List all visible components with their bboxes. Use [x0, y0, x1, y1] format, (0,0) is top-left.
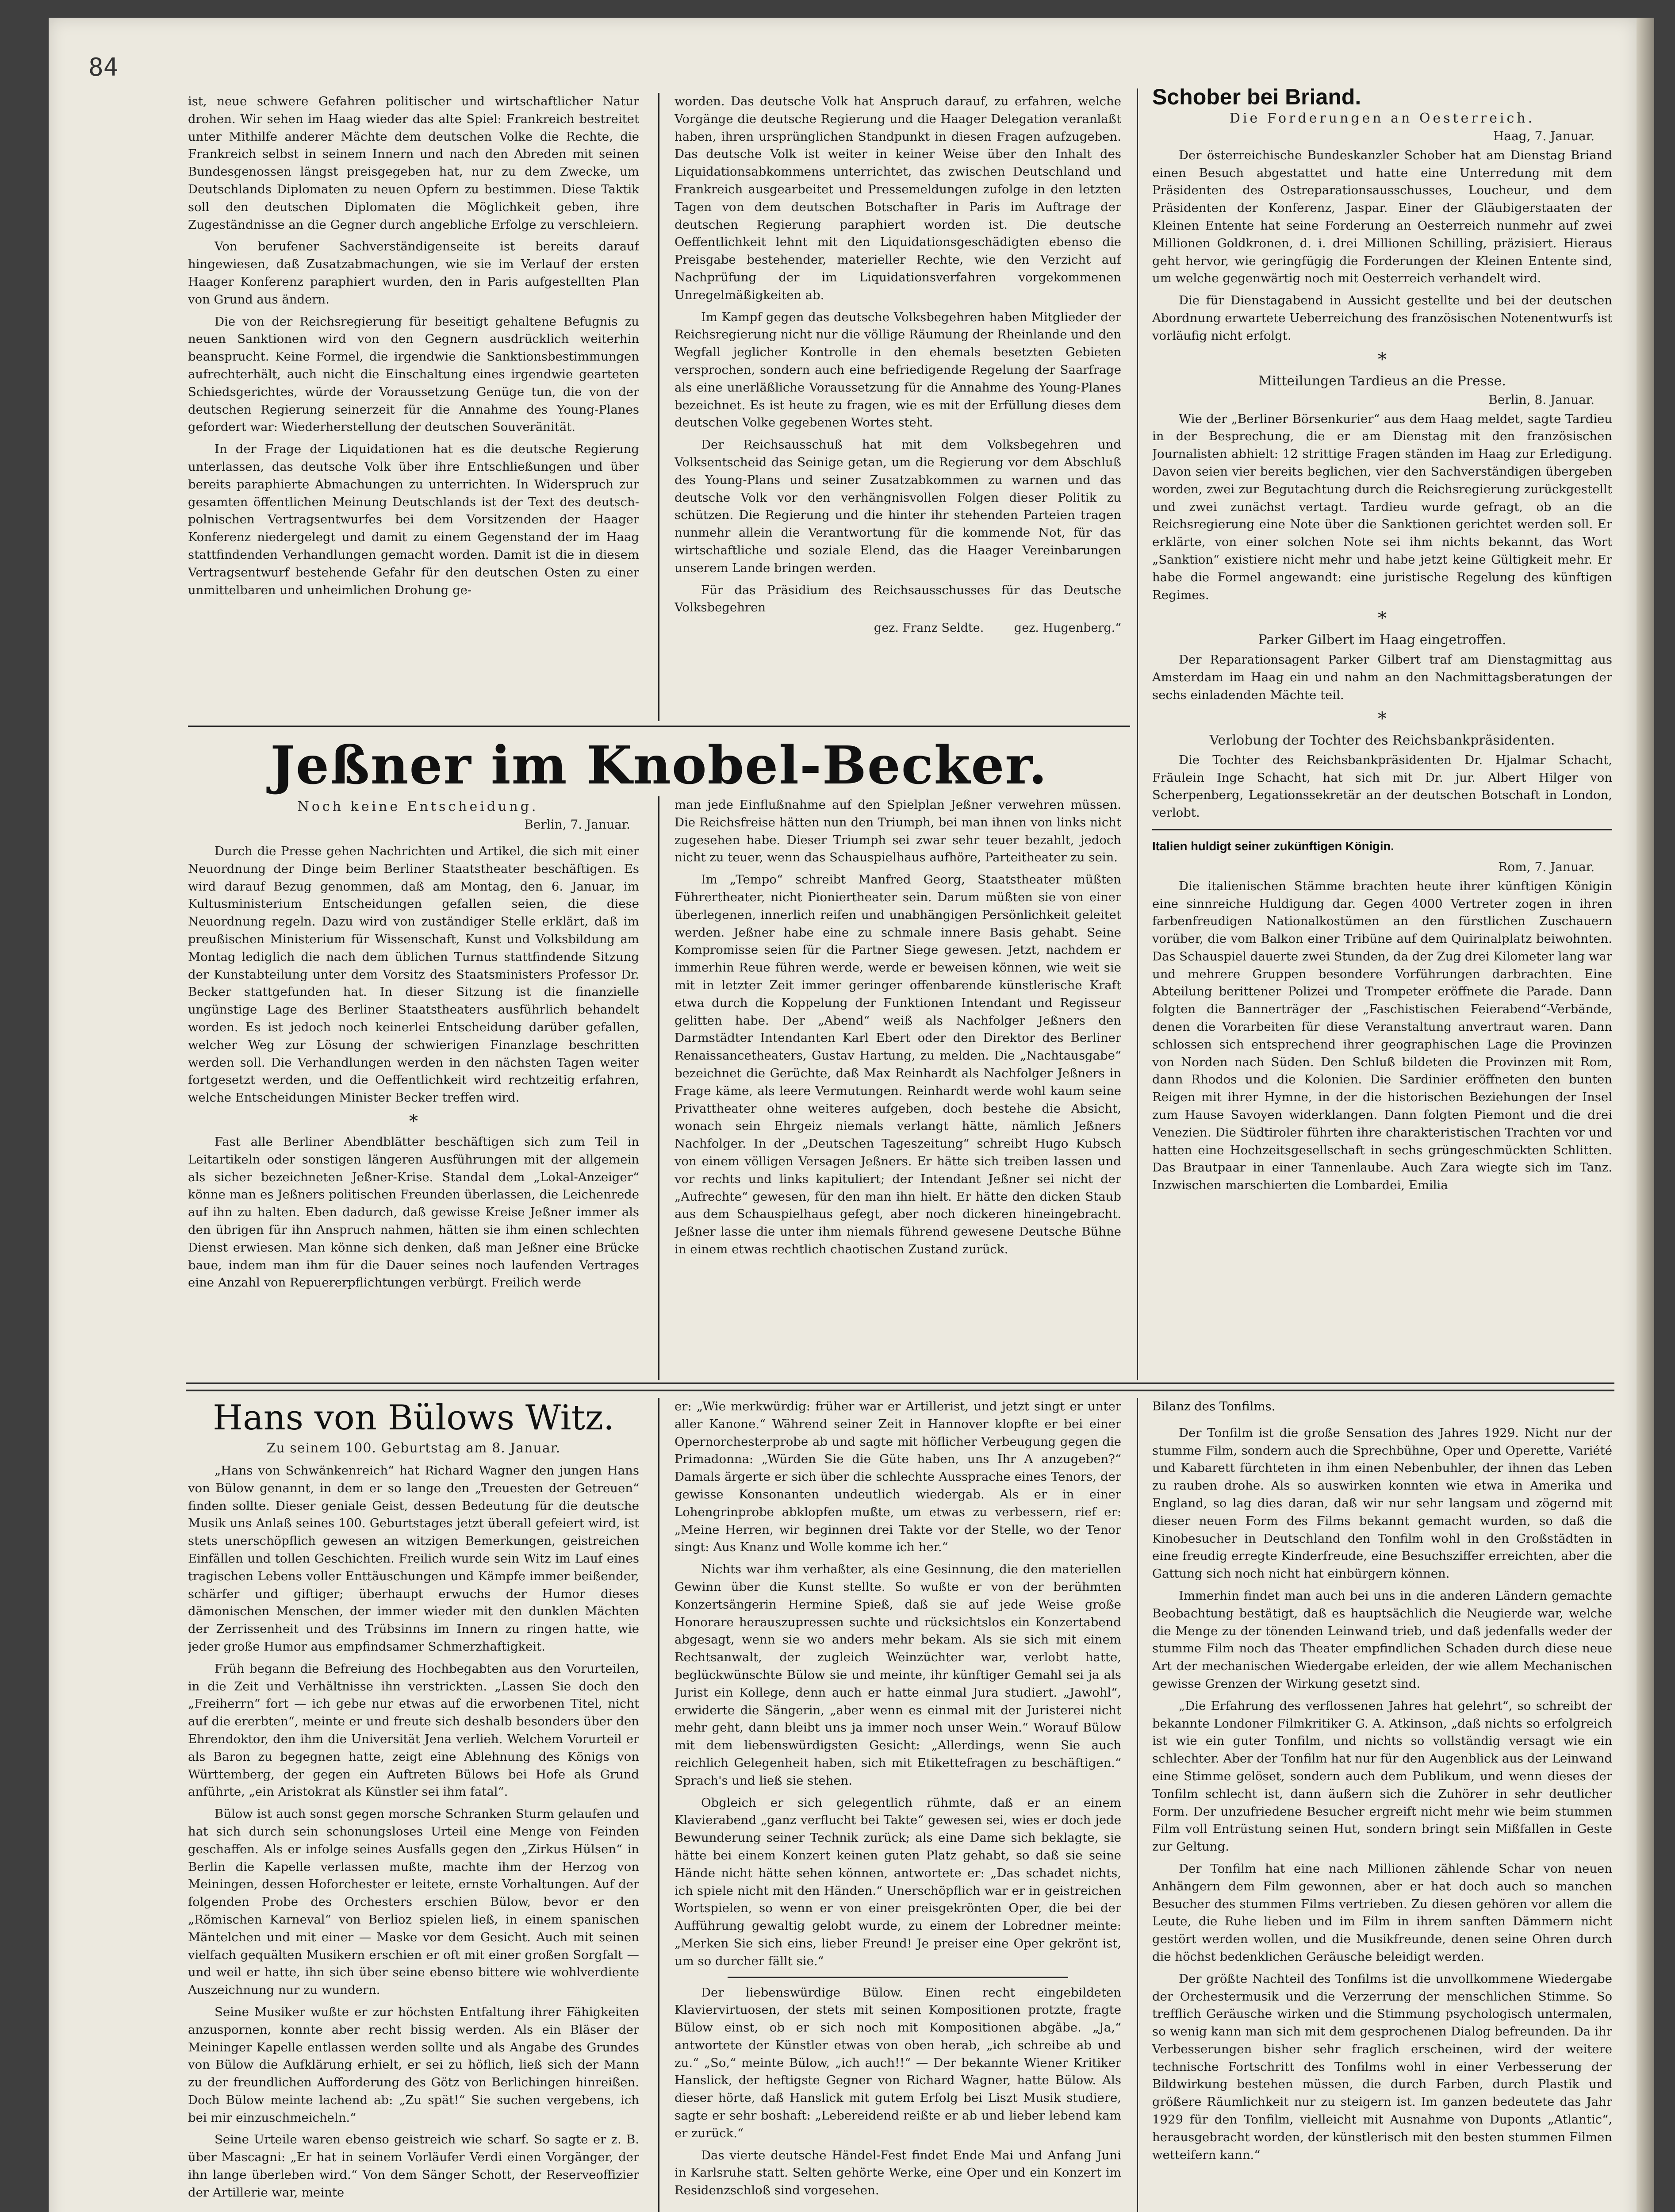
- jessner-headline: Jeßner im Knobel-Becker.: [270, 734, 1048, 796]
- verlobung-headline: Verlobung der Tochter des Reichsbankpräsidenten.: [1209, 732, 1555, 748]
- signature-seldte: gez. Franz Seldte.: [874, 621, 984, 635]
- paragraph: „Die Erfahrung des verflossenen Jahres hat gelehrt“, so schreibt der bekannte Londoner Filmkritiker G. A. Atkinson, „daß nichts so erfolgreich ist wie ein guter Tonfilm, und nichts so vollständig versagt wie ein schlechter. Aber der Tonfilm hat nur für den Augenblick aus der Leinwand eine Stimme gelöset, sondern auch dem Publikum, und wenn dieses der Tonfilm schlecht ist, dann äußern sich die Zuhörer in sehr deutlicher Form. Der unzufriedene Besucher ergreift nicht mehr wie beim stummen Film voll Entrüstung seinen Hut, sondern bringt sein Mißfallen in Geste zur Geltung.: [1152, 1698, 1612, 1854]
- paragraph: er: „Wie merkwürdig: früher war er Artillerist, und jetzt singt er unter aller Kanone.“ Während seiner Zeit in Hannover klopfte er bei einer Opernorchesterprobe ab und sagte mit höflicher Verbeugung gegen die Primadonna: „Würden Sie die Güte haben, uns Ihr A anzugeben?“ Damals ärgerte er sich über die schlechte Aussprache eines Tenors, der gewisse Konsonanten undeutlich wiedergab. Als er in einer Lohengrinprobe abklopfen mußte, um etwas zu verbessern, rief er: „Meine Herren, wir beginnen drei Takte vor der Stelle, wo der Tenor singt: Aus Knanz und Wolle komme ich her.“: [675, 1399, 1121, 1555]
- paragraph: Durch die Presse gehen Nachrichten und Artikel, die sich mit einer Neuordnung der Dinge beim Berliner Staatstheater beschäftigen. Es wird darauf Bezug genommen, daß am Montag, den 6. Januar, im Kultusministerium Entscheidungen gefallen seien, die diese Neuordnung regeln. Dazu wird von zuständiger Stelle erklärt, daß im preußischen Ministerium für Wissenschaft, Kunst und Volksbildung am Montag lediglich die nach dem üblichen Turnus stattfindende Sitzung der Kunstabteilung unter dem Vorsitz des Staatsministers Professor Dr. Becker stattgefunden hat. In dieser Sitzung ist die finanzielle ungünstige Lage des Berliner Staatstheaters ausführlich behandelt worden. Es ist jedoch noch keinerlei Entscheidung darüber gefallen, welcher Weg zur Lösung der schwierigen Finanzlage beschritten werden soll. Die Verhandlungen werden in den nächsten Tagen weiter fortgesetzt werden, und die Oeffentlichkeit wird rechtzeitig erfahren, welche Entscheidungen Minister Becker treffen wird.: [188, 844, 639, 1105]
- separator-asterisk: *: [1378, 708, 1387, 729]
- paragraph: Nichts war ihm verhaßter, als eine Gesinnung, die den materiellen Gewinn über die Kunst stellte. So wußte er von der berühmten Konzertsängerin Hermine Spieß, daß sie auf jede Weise große Honorare herauszupressen suchte und rücksichtslos ein Konzertabend abgesagt, wenn sie wo anders mehr bekam. Als sie sich mit einem Rechtsanwalt, der zugleich Weinzüchter war, verlobt hatte, beglückwünschte Bülow sie und meinte, ihr künftiger Gemahl sei ja als Jurist ein Kollege, denn auch er hatte einmal Jura studiert. „Jawohl“, erwiderte die Sängerin, „aber wenn es einmal mit der Juristerei nicht mehr geht, dann bleibt uns ja immer noch unser Wein.“ Worauf Bülow mit dem liebenswürdigsten Gesicht: „Allerdings, wenn Sie auch reichlich Gelegenheit haben, sich mit Etikettefragen zu beschäftigen.“ Sprach's und ließ sie stehen.: [675, 1562, 1121, 1788]
- buelow-headline: Hans von Bülows Witz.: [213, 1398, 614, 1438]
- italien-headline: Italien huldigt seiner zukünftigen Königin.: [1152, 839, 1394, 853]
- paragraph: Bülow ist auch sonst gegen morsche Schranken Sturm gelaufen und hat sich durch sein schonungsloses Urteil eine Menge von Feinden geschaffen. Als er infolge seines Ausfalls gegen den „Zirkus Hülsen“ in Berlin die Kapelle verlassen mußte, machte ihm der Herzog von Meiningen, dessen Hoforchester er leitete, ernste Vorhaltungen. Auf der folgenden Probe des Orchesters erschien Bülow, bevor er den „Römischen Karneval“ von Berlioz spielen ließ, in einem spanischen Mäntelchen und mit einer — Maske vor dem Gesicht. Auch mit seinen vielfach gequälten Musikern erschien er oft mit einer großen Sorgfalt — und weil er hatte, ihn sich über seine ebenso bittere wie wohlverdiente Auszeichnung nur zu wundern.: [188, 1807, 639, 1997]
- column-rule: [658, 1398, 659, 2212]
- paragraph: Der Reparationsagent Parker Gilbert traf am Dienstagmittag aus Amsterdam im Haag ein und nahm an den Nachmittagsberatungen der sechs einladenden Mächte teil.: [1152, 653, 1612, 702]
- paragraph: Wie der „Berliner Börsenkurier“ aus dem Haag meldet, sagte Tardieu in der Besprechung, die er am Dienstag mit den französischen Journalisten abhielt: 12 strittige Fragen ständen im Haag zur Erledigung. Davon seien vier bereits beglichen, vier den Sachverständigen übergeben worden, zwei zur Begutachtung durch die Reichsregierung zurückgestellt und zwei zunächst vertagt. Tardieu wurde gefragt, ob an die Reichsregierung eine Note über die Sanktionen gerichtet werden soll. Er erklärte, von einer solchen Note sei ihm nichts bekannt, das Wort „Sanktion“ existiere nicht mehr und habe jetzt keine Gültigkeit mehr. Er habe die Formel angewandt: eine juristische Regelung des künftigen Regimes.: [1152, 411, 1612, 602]
- paragraph: Der österreichische Bundeskanzler Schober hat am Dienstag Briand einen Besuch abgestattet und hatte eine Unterredung mit dem Präsidenten des Ostreparationsausschusses, Loucheur, und dem Präsidenten der Konferenz, Jaspar. Einer der Gläubigerstaaten der Kleinen Entente hat seine Forderung an Oesterreich nunmehr auf zwei Millionen Goldkronen, d. i. drei Millionen Schilling, präzisiert. Hieraus geht hervor, wie geringfügig die Forderungen der Kleinen Entente sind, um welche gegenwärtig noch mit Oesterreich verhandelt wird.: [1152, 148, 1612, 286]
- section-double-rule: [186, 1382, 1614, 1391]
- paragraph: Seine Urteile waren ebenso geistreich wie scharf. So sagte er z. B. über Mascagni: „Er hat in seinem Vorläufer Verdi einen Vorgänger, der ihn lange überleben wird.“ Von dem Sänger Schott, der Reserveoffizier der Artillerie war, meinte: [188, 2132, 639, 2200]
- separator-asterisk: *: [409, 1111, 418, 1132]
- jessner-subheadline: Noch keine Entscheidung.: [297, 799, 539, 814]
- tonfilm-column: [1152, 1398, 1612, 2212]
- paragraph: Der Tonfilm hat eine nach Millionen zählende Schar von neuen Anhängern dem Film gewonnen, aber er hat doch auch so manchen Besucher des stummen Films vertrieben. Zu diesen gehören vor allem die Leute, die Ruhe lieben und im Film in ihrem sanften Dämmern nicht gestört werden wollen, und die Musikfreunde, denen seine Ohren durch die höchst bedenklichen Geräusche beleidigt werden.: [1152, 1861, 1612, 1964]
- page-edge: [1637, 18, 1654, 2212]
- jessner-right-column: [675, 796, 1121, 1380]
- paragraph: Früh begann die Befreiung des Hochbegabten aus den Vorurteilen, in die Zeit und Verhältnisse ihn verstrickten. „Lassen Sie doch den „Freiherrn“ fort — ich gebe nur etwas auf die erworbenen Titel, nicht auf die ererbten“, meinte er und freute sich deshalb besonders über den Ehrendoktor, den ihm die Universität Jena verlieh. Welchem Vorurteil er als Baron zu begegnen hatte, zeigt eine Ablehnung des Königs von Württemberg, der gegen ein Auftreten Bülows bei Hofe als Grund anführte, „ein Aristokrat als Künstler sei ihm fatal“.: [188, 1661, 639, 1799]
- paragraph: Die für Dienstagabend in Aussicht gestellte und bei der deutschen Abordnung erwartete Ueberreichung des französischen Notenentwurfs ist vorläufig nicht erfolgt.: [1152, 293, 1612, 343]
- jessner-left-column: [188, 843, 639, 1378]
- column-rule: [1137, 88, 1138, 1380]
- page-number: 84: [88, 53, 119, 82]
- signature-hugenberg: gez. Hugenberg.“: [1014, 621, 1121, 635]
- tonfilm-headline: Bilanz des Tonfilms.: [1152, 1399, 1276, 1413]
- column-rule: [658, 93, 659, 721]
- paragraph: Immerhin findet man auch bei uns in die anderen Ländern gemachte Beobachtung bestätigt, daß es hauptsächlich die Neugierde war, welche die Menge zu der tönenden Leinwand trieb, und daß jedenfalls weder der stumme Film noch das Theater empfindlichen Schaden durch diese neue Art der mechanischen Wiedergabe erleiden, der wie allem Mechanischen gewisse Grenzen der Wirkung gesetzt sind.: [1152, 1588, 1612, 1691]
- buelow-right-column: [675, 1398, 1121, 2212]
- paragraph: Der größte Nachteil des Tonfilms ist die unvollkommene Wiedergabe der Orchestermusik und die Verzerrung der menschlichen Stimme. So trefflich Geräusche wirken und die Stimmung psychologisch untermalen, so wenig kann man sich mit dem gesprochenen Dialog befreunden. Da ihr Verbesserungen bisher sehr fraglich erscheinen, wird der weitere technische Fortschritt des Tonfilms wohl in einer Verbesserung der Bildwirkung bestehen müssen, die durch Farben, durch Plastik und größere Räumlichkeit nur zu steigern ist. Im ganzen bedeutete das Jahr 1929 für den Tonfilm, vielleicht mit Ausnahme von Duponts „Atlantic“, herausgebracht worden, der künstlerisch mit den besten stummen Filmen wetteifern kann.“: [1152, 1971, 1612, 2162]
- section-rule: [728, 1977, 1068, 1978]
- top-left-column: [188, 93, 639, 703]
- jessner-subhead: [188, 796, 648, 835]
- column-rule: [1137, 1398, 1138, 2212]
- buelow-headline-block: [188, 1398, 639, 1459]
- paragraph: worden. Das deutsche Volk hat Anspruch darauf, zu erfahren, welche Vorgänge die deutsche Regierung und die Haager Delegation veranlaßt haben, ihren ursprünglichen Standpunkt in diesen Fragen aufzugeben. Das deutsche Volk ist weiter in keiner Weise über den Inhalt des Liquidationsabkommens unterrichtet, das zwischen Deutschland und Frankreich ausgearbeitet und Pressemeldungen zufolge in den letzten Tagen von dem deutschen Botschafter in Paris im Auftrage der deutschen Regierung paraphiert worden ist. Die deutsche Oeffentlichkeit lehnt mit den Liquidationsgeschädigten ebenso die Preisgabe bestehender, materieller Rechte, wie den Verzicht auf Nachprüfung der im Liquidationsverfahren vorgekommenen Unregelmäßigkeiten ab.: [675, 94, 1121, 302]
- signatures: [675, 621, 1121, 635]
- paragraph: Fast alle Berliner Abendblätter beschäftigen sich zum Teil in Leitartikeln oder sonstigen längeren Ausführungen mit der allgemein als sicher bezeichneten Jeßner-Krise. Standal dem „Lokal-Anzeiger“ könne man es Jeßners politischen Freunden überlassen, die Leichenrede auf ihn zu halten. Eben dadurch, daß gewisse Kreise Jeßner immer als den übrigen für ihn Anspruch nahmen, hätten sie ihm einen schlechten Dienst erwiesen. Man könne sich denken, daß man Jeßner eine Brücke baue, indem man ihm für die Dauer seines noch laufenden Vertrages eine Anzahl von Repuererpflichtungen verbürgt. Freilich werde: [188, 1134, 639, 1290]
- paragraph: Das vierte deutsche Händel-Fest findet Ende Mai und Anfang Juni in Karlsruhe statt. Selten gehörte Werke, eine Oper und ein Konzert im Residenzschloß sind vorgesehen.: [675, 2148, 1121, 2198]
- tardieu-headline: Mitteilungen Tardieus an die Presse.: [1258, 373, 1506, 389]
- paragraph: In der Frage der Liquidationen hat es die deutsche Regierung unterlassen, das deutsche Volk über ihre Entschließungen und über bereits paraphierte Abmachungen zu unterrichten. In Widerspruch zur gesamten öffentlichen Meinung Deutschlands ist der Text des deutsch-polnischen Vertragsentwurfes bei dem Vorsitzenden der Haager Konferenz niedergelegt und damit zu einem Gegenstand der im Haag stattfindenden Verhandlungen gemacht worden. Damit ist die in diesem Vertragsentwurf bestehende Gefahr für den deutschen Osten zu einer unmittelbaren und unheimlichen Drohung ge-: [188, 442, 639, 597]
- paragraph: Der Tonfilm ist die große Sensation des Jahres 1929. Nicht nur der stumme Film, sondern auch die Sprechbühne, Oper und Operette, Variété und Kabarett fürchteten in ihm einen Nebenbuhler, der ihnen das Leben zu rauben drohe. Als so auswirken konnten wie etwa in Amerika und England, so lag dies daran, daß wir nur sehr langsam und zögernd mit dieser neuen Form des Films bekannt gemacht wurden, so daß die Kinobesucher in Deutschland den Tonfilm wohl in den Großstädten in eine freudig erregte Kinderfreude, eine Besuchsziffer erreichten, aber die Gattung sich noch nicht hat einbürgern können.: [1152, 1425, 1612, 1581]
- paragraph: Die Tochter des Reichsbankpräsidenten Dr. Hjalmar Schacht, Fräulein Inge Schacht, hat sich mit Dr. jur. Albert Hilger von Scherpenberg, Legationssekretär an der deutschen Botschaft in London, verlobt.: [1152, 753, 1612, 820]
- paragraph: Die von der Reichsregierung für beseitigt gehaltene Befugnis zu neuen Sanktionen wird von den Gegnern ausdrücklich weiterhin beansprucht. Keine Formel, die irgendwie die Sanktionsbestimmungen aufrechterhält, auch nicht die Einschaltung eines irgendwie gearteten Schiedsgerichtes, würde der Voraussetzung Genüge tun, die von der deutschen Regierung seinerzeit für die Annahme des Young-Planes gefordert war: Wiederherstellung der deutschen Souveränität.: [188, 314, 639, 434]
- gilbert-headline: Parker Gilbert im Haag eingetroffen.: [1258, 632, 1506, 648]
- paragraph: „Hans von Schwänkenreich“ hat Richard Wagner den jungen Hans von Bülow genannt, in dem er so lange den „Treuesten der Getreuen“ finden sollte. Dieser geniale Geist, dessen Bedeutung für die deutsche Musik uns Anlaß seines 100. Geburtstages jetzt überall gefeiert wird, ist stets unerschöpflich gewesen an witzigen Bemerkungen, geistreichen Einfällen und tollen Geschichten. Freilich wurde sein Witz im Lauf eines tragischen Lebens voller Enttäuschungen und Kämpfe immer beißender, schärfer und giftiger; überhaupt erwuchs der Humor dieses dämonischen Menschen, der immer wieder mit den dunklen Mächten der Zerrissenheit und des Trübsinns im Innern zu ringen hatte, wie jeder große Humor aus empfindsamer Schmerzhaftigkeit.: [188, 1463, 639, 1654]
- buelow-subheadline: Zu seinem 100. Geburtstag am 8. Januar.: [266, 1440, 561, 1456]
- tardieu-dateline: Berlin, 8. Januar.: [1488, 392, 1595, 407]
- paragraph: Seine Musiker wußte er zur höchsten Entfaltung ihrer Fähigkeiten anzuspornen, konnte aber recht bissig werden. Als ein Bläser der Meininger Kapelle entlassen werden sollte und als Angabe des Grundes von Bülow die Aufklärung erhielt, er sei zu höflich, ließ sich der Mann zu der freundlichen Aufforderung des Götz von Berlichingen hinreißen. Doch Bülow meinte lachend ab: „Zu spät!“ Sie suchen vergebens, ich bei mir einzuschmeicheln.“: [188, 2005, 639, 2125]
- paragraph: ist, neue schwere Gefahren politischer und wirtschaftlicher Natur drohen. Wir sehen im Haag wieder das alte Spiel: Frankreich bestreitet unter Mithilfe anderer Mächte dem deutschen Volke die Rechte, die Frankreich selbst in seinem Innern und nach den Abreden mit seinen Bundesgenossen längst preisgegeben hat, nur zu dem Zwecke, um Deutschlands Diplomaten zu neuen Opfern zu bestimmen. Diese Taktik soll den deutschen Diplomaten die Möglichkeit geben, ihre Zugeständnisse an die Gegner durch angebliche Erfolge zu verschleiern.: [188, 94, 639, 232]
- paragraph: Die italienischen Stämme brachten heute ihrer künftigen Königin eine sinnreiche Huldigung dar. Gegen 4000 Vertreter zogen in ihren farbenfreudigen Nationalkostümen an den fürstlichen Zuschauern vorüber, die vom Balkon einer Tribüne auf dem Quirinalplatz beiwohnten. Das Schauspiel dauerte zwei Stunden, da der Zug drei Kilometer lang war und mehrere Gruppen besondere Vorführungen darbrachten. Eine Abteilung berittener Polizei und Trompeter eröffnete die Parade. Dann folgten die Bannerträger der „Faschistischen Feierabend“-Verbände, denen die Vorarbeiten für diese Veranstaltung anvertraut waren. Dann schlossen sich entsprechend ihrer geographischen Lage die Provinzen von Norden nach Süden. Den Schluß bildeten die Provinzen mit Rom, dann Rhodos und die Kolonien. Die Sardinier eröffneten den bunten Reigen mit ihrer Hymne, in der die historischen Beziehungen der Insel zum Hause Savoyen widerklangen. Dann folgten Piemont und die drei Venezien. Die Südtiroler führten ihre charakteristischen Trachten vor und hatten eine Hochzeitsgesellschaft in sechs grüngeschmückten Schlitten. Das Brautpaar in einer Tannenlaube. Auch Zara wiegte sich im Tanz. Inzwischen marschierten die Lombardei, Emilia: [1152, 879, 1612, 1193]
- italien-dateline: Rom, 7. Januar.: [1498, 859, 1595, 874]
- separator-asterisk: *: [1378, 608, 1387, 629]
- section-rule: [1152, 829, 1612, 830]
- paragraph: Der liebenswürdige Bülow. Einen recht eingebildeten Klaviervirtuosen, der stets mit seinen Kompositionen protzte, fragte Bülow einst, ob er sich noch mit Kompositionen abgäbe. „Ja,“ antwortete der Künstler etwas von oben herab, „ich schreibe ab und zu.“ „So,“ meinte Bülow, „ich auch!!“ — Der bekannte Wiener Kritiker Hanslick, der heftigste Gegner von Richard Wagner, hatte Bülow. Als dieser hörte, daß Hanslick mit gutem Erfolg bei Liszt Musik studiere, sagte er sehr boshaft: „Lebereidend reißte er ab und lieber lebend kam er zurück.“: [675, 1985, 1121, 2140]
- buelow-left-column: [188, 1462, 639, 2212]
- paragraph: man jede Einflußnahme auf den Spielplan Jeßner verwehren müssen. Die Reichsfreise hätten nun den Triumph, bei man ihnen von links nicht zugesehen habe. Dieser Triumph sei zwar sehr teuer bezahlt, jedoch nicht zu teuer, wenn das Schauspielhaus aufhöre, Parteitheater zu sein.: [675, 798, 1121, 865]
- section-rule: [188, 726, 1130, 727]
- schober-subheadline: Die Forderungen an Oesterreich.: [1229, 110, 1535, 126]
- column-rule: [658, 796, 659, 1380]
- paragraph: Der Reichsausschuß hat mit dem Volksbegehren und Volksentscheid das Seinige getan, um die Regierung vor dem Abschluß des Young-Plans und seiner Zusatzabkommen zu warnen und das deutsche Volk vor den verhängnisvollen Folgen dieser Politik zu schützen. Die Regierung und die hinter ihr stehenden Parteien tragen nunmehr allein die Verantwortung für die kommende Not, für das wirtschaftliche und soziale Elend, das die Haager Vereinbarungen unserem Lande bringen werden.: [675, 438, 1121, 575]
- separator-asterisk: *: [1378, 349, 1387, 370]
- jessner-dateline: Berlin, 7. Januar.: [524, 817, 630, 832]
- paragraph: Von berufener Sachverständigenseite ist bereits darauf hingewiesen, daß Zusatzabmachungen, wie sie im Verlauf der ersten Haager Konferenz paraphiert wurden, den in Paris aufgestellten Plan von Grund aus ändern.: [188, 239, 639, 307]
- schober-dateline: Haag, 7. Januar.: [1493, 128, 1595, 143]
- paragraph: Obgleich er sich gelegentlich rühmte, daß er an einem Klavierabend „ganz verflucht bei Takte“ gewesen sei, wies er doch jede Bewunderung seiner Technik zurück; als eine Dame sich beklagte, sie hätte bei einem Konzert keinen guten Platz gehabt, so daß sie seine Hände nicht hätte sehen können, antwortete er: „Das schadet nichts, ich spiele nicht mit den Händen.“ Unerschöpflich war er in geistreichen Wortspielen, so wenn er von einer preisgekrönten Oper, die bei der Aufführung gewaltig gelobt wurde, zu einem der Lobredner meinte: „Merken Sie sich eins, lieber Freund! Je preiser eine Oper gekrönt ist, um so durcher fällt sie.“: [675, 1795, 1121, 1968]
- right-column: [1152, 88, 1612, 1380]
- top-middle-column: [675, 93, 1121, 721]
- schober-headline: Schober bei Briand.: [1152, 88, 1361, 109]
- paragraph: Für das Präsidium des Reichsausschusses für das Deutsche Volksbegehren: [675, 583, 1121, 615]
- paragraph: Im Kampf gegen das deutsche Volksbegehren haben Mitglieder der Reichsregierung nicht nur die völlige Räumung der Rheinlande und den Wegfall jeglicher Kontrolle in den ehemals besetzten Gebieten versprochen, sondern auch eine befriedigende Regelung der Saarfrage als eine unerläßliche Voraussetzung für die Annahme des Young-Planes bezeichnet. Es ist heute zu fragen, wie es mit der Erfüllung dieses dem deutschen Volke gegebenen Wortes steht.: [675, 310, 1121, 430]
- paragraph: Im „Tempo“ schreibt Manfred Georg, Staatstheater müßten Führertheater, nicht Pioniertheater sein. Darum müßten sie von einer überlegenen, innerlich reifen und unabhängigen Persönlichkeit geleitet werden. Jeßner habe eine zu schmale innere Basis gehabt. Seine Kompromisse seien für die Partner Siege gewesen. Jetzt, nachdem er immerhin Reue führen werde, werde er beweisen können, wie weit sie mit in letzter Zeit immer geringer offenbarende künstlerische Kraft etwa durch die Koppelung der Funktionen Intendant und Regisseur gelitten habe. Der „Abend“ weiß als Nachfolger Jeßners den Darmstädter Intendanten Karl Ebert oder den Direktor des Berliner Renaissancetheaters, Gustav Hartung, zu melden. Die „Nachtausgabe“ bezeichnet die Gerüchte, daß Max Reinhardt als Nachfolger Jeßners in Frage käme, als leere Vermutungen. Reinhardt werde wohl kaum seine Privattheater ohne weiteres aufgeben, doch bestehe die Absicht, wonach sein Ehrgeiz niemals verlangt hätte, nämlich Jeßners Nachfolger. In der „Deutschen Tageszeitung“ schreibt Hugo Kubsch von einem völligen Versagen Jeßners. Er hätte sich treiben lassen und vor rechts und links kapituliert; der Intendant Jeßner sei nicht der „Aufrechte“ gewesen, für den man ihn hielt. Er hätte den dicken Staub aus dem Schauspielhaus gefegt, aber noch dickeren hineingebracht. Jeßner lasse die unter ihm niemals führend gewesene Deutsche Bühne in einem etwas rechtlich chaotischen Zustand zurück.: [675, 872, 1121, 1256]
